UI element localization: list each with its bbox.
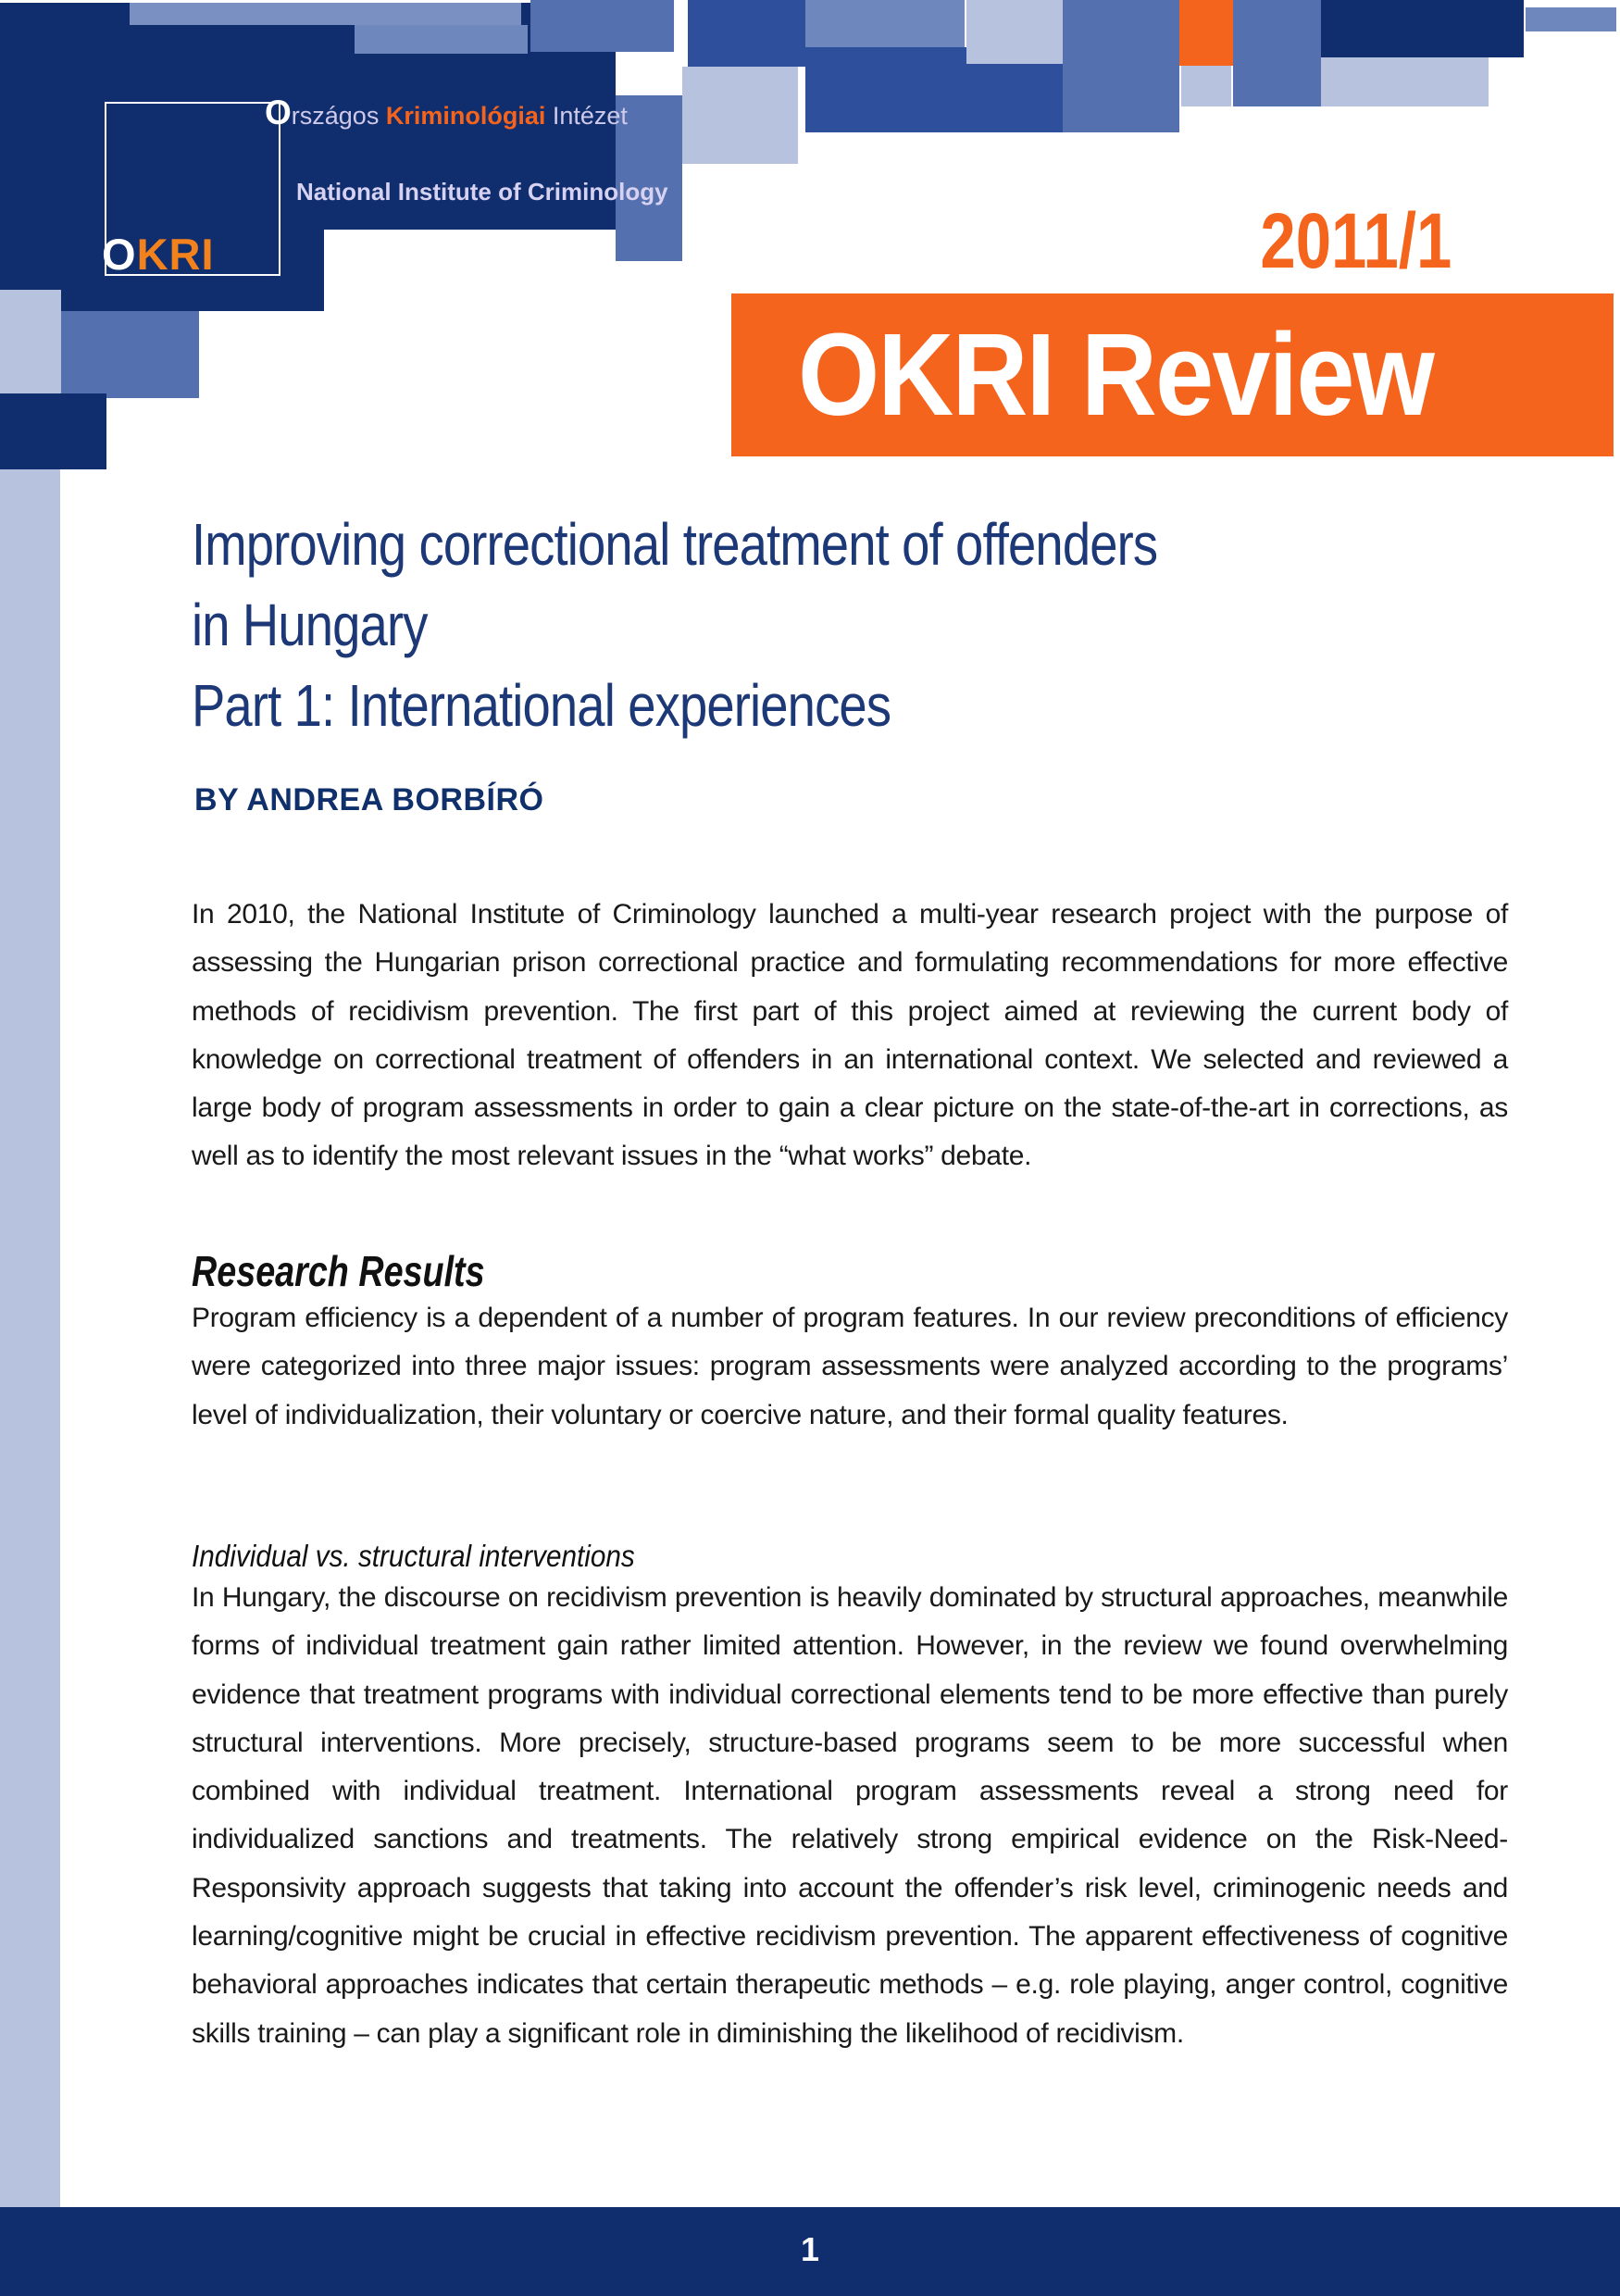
mosaic-tile-slate-d: [1526, 7, 1616, 31]
mosaic-tile-royal-sq: [61, 311, 199, 398]
okri-logotype: [102, 230, 215, 279]
mosaic-tile-pale-d: [1321, 57, 1489, 106]
mosaic-tile-royaldark-a: [688, 0, 807, 67]
mosaic-tile-pale-a: [682, 67, 798, 164]
lead-paragraph: In 2010, the National Institute of Criminology launched a multi-year research project with the purpose of assessing the Hungarian prison correctional practice and formulating recommendations for more effective methods of recidivism prevention. The first part of this project aimed at reviewing the current body of knowledge on correctional treatment of offenders in an international context. We selected and reviewed a large body of program assessments in order to gain a clear picture on the state-of-the-art in corrections, as well as to identify the most relevant issues in the “what works” debate.: [192, 899, 1508, 1172]
mosaic-tile-slate-b: [355, 25, 528, 54]
research-results-paragraph: Program efficiency is a dependent of a number of program features. In our review preconditions of efficiency were categorized into three major issues: program assessments were analyzed according to the programs’ level of individualization, their voluntary or coercive nature, and their formal quality features.: [192, 1303, 1508, 1430]
mosaic-tile-navy-b: [1321, 0, 1524, 57]
mosaic-tile-royal-a: [530, 0, 674, 52]
footer-bar: [0, 2207, 1620, 2296]
mosaic-tile-slate-a: [130, 3, 521, 25]
org-name-hu-end: Intézet: [545, 102, 628, 130]
article-title-line-1: Improving correctional treatment of offenders: [192, 511, 1158, 578]
mosaic-tile-pale-sq-left: [0, 290, 61, 393]
mosaic-tile-pale-c: [1181, 66, 1231, 106]
mosaic-tile-pale-b: [966, 0, 1063, 64]
issue-number: 2011/1: [1260, 197, 1452, 284]
okri-logotype-kri: KRI: [136, 230, 215, 279]
article-title-line-3: Part 1: International experiences: [192, 672, 891, 739]
org-name-hu-start: rszágos: [291, 102, 386, 130]
mosaic-tile-orange-sq: [1179, 0, 1233, 66]
article-title-line-2: in Hungary: [192, 592, 428, 658]
mosaic-tile-royal-col-b: [1233, 0, 1322, 106]
org-name-english: National Institute of Criminology: [296, 178, 668, 206]
review-banner: [731, 293, 1614, 456]
individual-vs-structural-paragraph: In Hungary, the discourse on recidivism prevention is heavily dominated by structural approaches, meanwhile forms of individual treatment gain rather limited attention. However, in the review we found overwhelming evidence that treatment programs with individual correctional elements tend to be more effective than purely structural interventions. More precisely, structure-based programs seem to be more successful when combined with individual treatment. International program assessments reveal a strong need for individualized sanctions and treatments. The relatively strong empirical evidence on the Risk-Need-Responsivity approach suggests that taking into account the offender’s risk level, criminogenic needs and learning/cognitive might be crucial in effective recidivism prevention. The apparent effectiveness of cognitive behavioral approaches indicates that certain therapeutic methods – e.g. role playing, anger control, cognitive skills training – can play a significant role in diminishing the likelihood of recidivism.: [192, 1582, 1508, 2049]
okri-logotype-o: O: [102, 230, 137, 279]
page-number: 1: [800, 2230, 820, 2268]
org-name-hungarian: [265, 94, 628, 132]
subsection-heading-individual-vs-structural: Individual vs. structural interventions: [192, 1539, 635, 1573]
mosaic-tile-slate-c: [805, 0, 965, 47]
article-title: [192, 505, 1580, 746]
org-name-hu-initial: O: [265, 94, 292, 131]
review-banner-title: OKRI Review: [798, 309, 1434, 440]
section-heading-research-results: Research Results: [192, 1247, 485, 1295]
mosaic-tile-royal-tall: [1063, 0, 1179, 132]
org-name-hu-highlight: Kriminológiai: [385, 102, 546, 130]
article-byline: BY ANDREA BORBÍRÓ: [194, 782, 544, 817]
mosaic-tile-navy-small: [0, 393, 106, 469]
left-margin-column: [0, 469, 60, 2211]
